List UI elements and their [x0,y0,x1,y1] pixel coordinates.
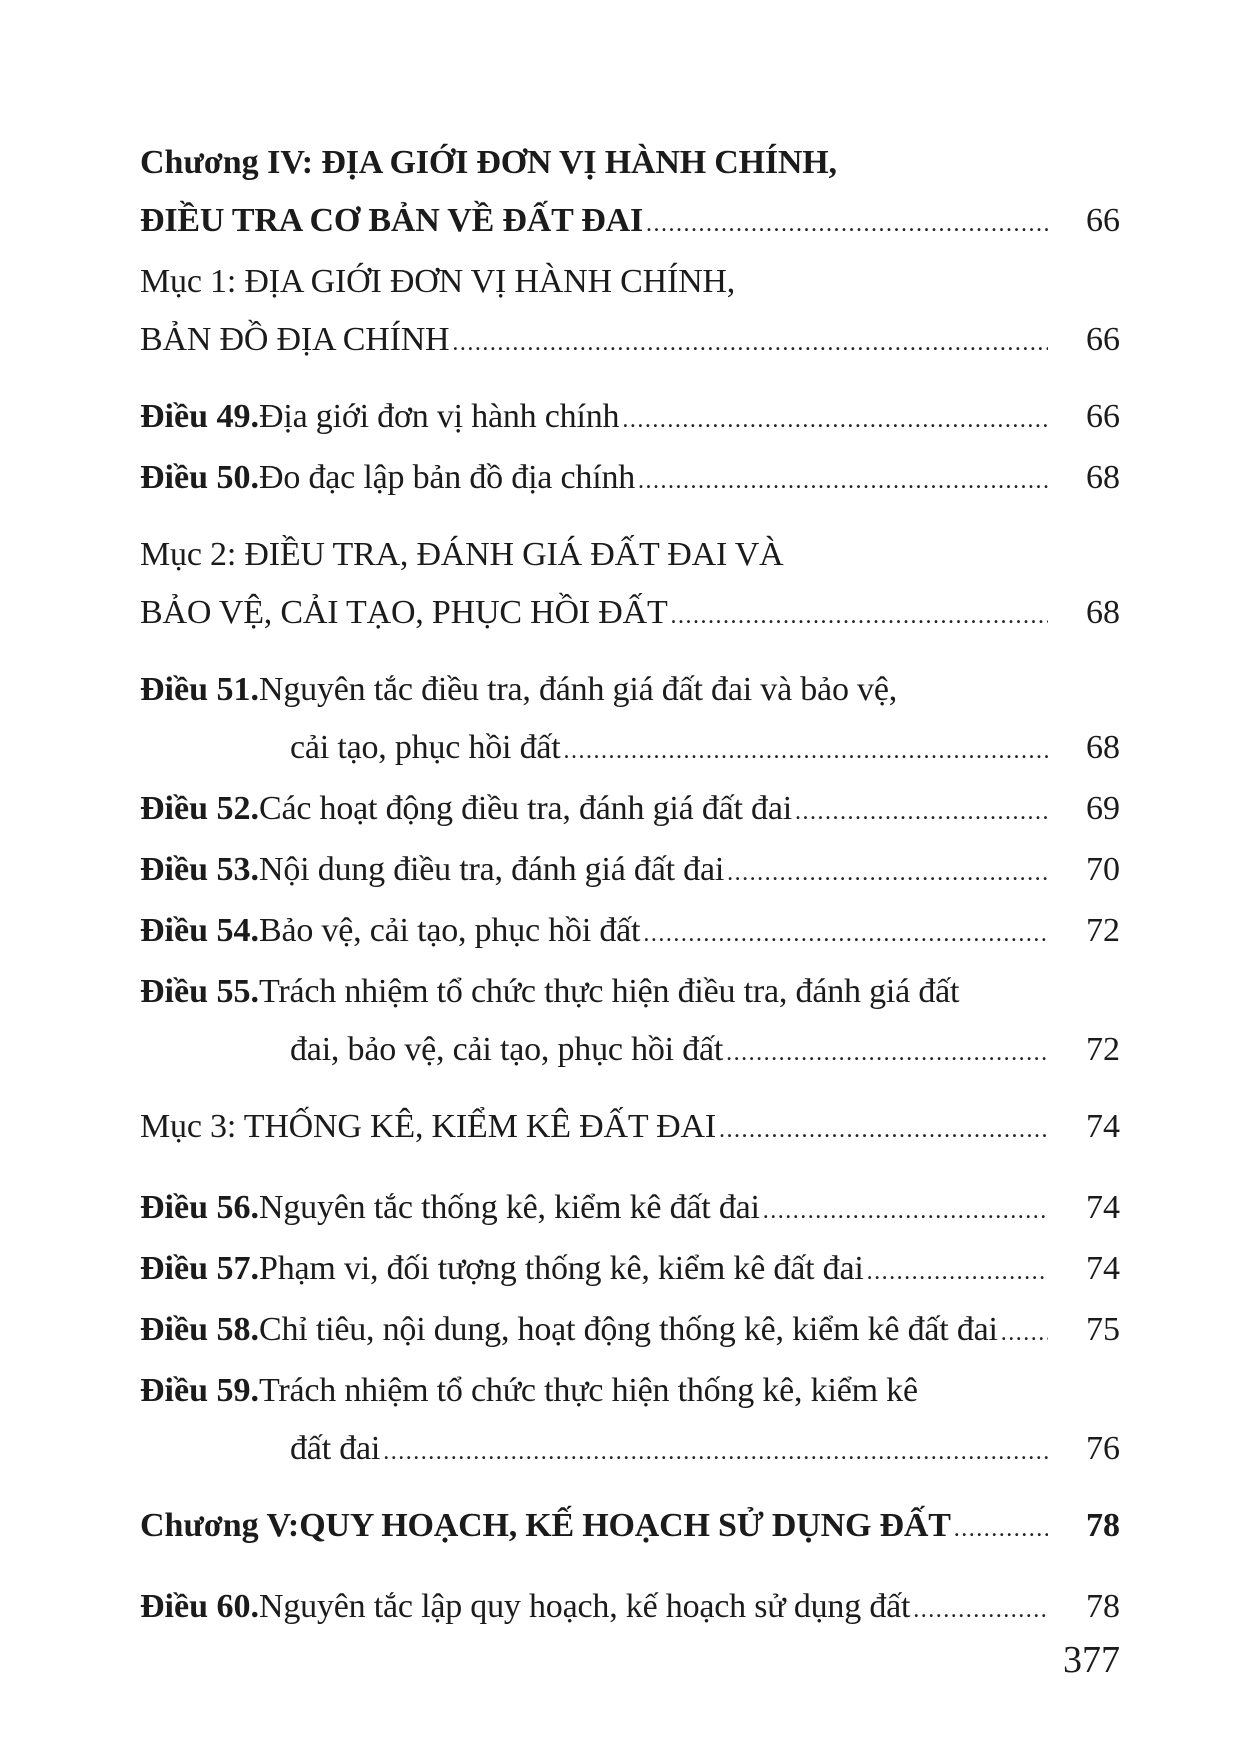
toc-entry [140,902,1120,963]
toc-entry-page: 72 [1086,1031,1120,1068]
dot-leader [913,1581,1048,1639]
toc-entry [140,388,1120,449]
toc-entry-text: Trách nhiệm tổ chức thực hiện thống kê, kiểm kê [259,1372,918,1409]
toc-entry [140,1362,1120,1420]
toc-entry-page: 75 [1086,1311,1120,1348]
toc-entry-page: 74 [1086,1189,1120,1226]
toc-entry-text: Các hoạt động điều tra, đánh giá đất đai [259,790,792,827]
toc-entry-page: 70 [1086,851,1120,888]
dot-leader [954,1500,1048,1558]
toc-entry-prefix: Chương V: [140,1507,300,1544]
toc-entry [140,1578,1120,1639]
toc-entry [140,719,1120,780]
toc-entry [140,780,1120,841]
toc-entry-page: 74 [1086,1250,1120,1287]
toc-entry-text: BẢO VỆ, CẢI TẠO, PHỤC HỒI ĐẤT [140,594,668,631]
toc-entry-text: Mục 1: ĐỊA GIỚI ĐƠN VỊ HÀNH CHÍNH, [140,263,736,300]
toc-entry-text: đất đai [290,1430,381,1467]
dot-leader [383,1423,1048,1481]
dot-leader [727,844,1048,902]
dot-leader [719,1101,1048,1159]
toc-entry-page: 66 [1086,398,1120,435]
toc-entry-page: 78 [1086,1588,1120,1625]
dot-leader [763,1182,1048,1240]
toc-entry-prefix: Điều 54. [140,912,259,949]
toc-entry-text: Đo đạc lập bản đồ địa chính [259,459,636,496]
toc-entry-text: Phạm vi, đối tượng thống kê, kiểm kê đất đai [259,1250,864,1287]
toc-entry-text: BẢN ĐỒ ĐỊA CHÍNH [140,321,450,358]
toc-entry-page: 74 [1086,1108,1120,1145]
toc-entry-prefix: Điều 56. [140,1189,259,1226]
toc-entry-prefix: Điều 58. [140,1311,259,1348]
toc-entry-text: đai, bảo vệ, cải tạo, phục hồi đất [290,1031,724,1068]
dot-leader [452,314,1048,372]
toc-entry [140,963,1120,1021]
toc-entry-page: 66 [1086,321,1120,358]
toc-entry-page: 68 [1086,459,1120,496]
dot-leader [646,195,1048,253]
toc-entry-prefix: Điều 59. [140,1372,259,1409]
dot-leader [726,1024,1048,1082]
toc-entry-page: 78 [1086,1507,1120,1544]
toc-entry [140,1240,1120,1301]
toc-entry-prefix: Điều 55. [140,973,259,1010]
toc-entry-page: 76 [1086,1430,1120,1467]
toc-entry-text: QUY HOẠCH, KẾ HOẠCH SỬ DỤNG ĐẤT [299,1507,951,1544]
toc-entry-prefix: Điều 52. [140,790,259,827]
dot-leader [795,783,1048,841]
dot-leader [622,391,1048,449]
dot-leader [671,587,1048,645]
toc-entry-prefix: Điều 57. [140,1250,259,1287]
toc-entry-page: 69 [1086,790,1120,827]
toc-entry [140,449,1120,510]
dot-leader [867,1243,1048,1301]
toc-entry-page: 68 [1086,729,1120,766]
toc-entry [140,841,1120,902]
toc-list [140,134,1120,1639]
toc-entry-prefix: Điều 53. [140,851,259,888]
toc-entry-prefix: Chương IV: [140,144,314,181]
toc-entry [140,1098,1120,1159]
dot-leader [1001,1304,1048,1362]
toc-entry [140,192,1120,253]
toc-entry-text: Nguyên tắc thống kê, kiểm kê đất đai [259,1189,760,1226]
toc-entry-page: 66 [1086,202,1120,239]
toc-entry [140,1301,1120,1362]
toc-entry-text: Trách nhiệm tổ chức thực hiện điều tra, đánh giá đất [259,973,960,1010]
toc-entry-page: 68 [1086,594,1120,631]
toc-entry-text: ĐỊA GIỚI ĐƠN VỊ HÀNH CHÍNH, [313,144,837,181]
toc-entry-text: Mục 2: ĐIỀU TRA, ĐÁNH GIÁ ĐẤT ĐAI VÀ [140,536,784,573]
dot-leader [638,452,1048,510]
toc-entry-prefix: Điều 60. [140,1588,259,1625]
toc-entry-text: Nguyên tắc lập quy hoạch, kế hoạch sử dụng đất [259,1588,911,1625]
toc-entry-text: ĐIỀU TRA CƠ BẢN VỀ ĐẤT ĐAI [140,202,644,239]
page-footer-number: 377 [1063,1639,1120,1681]
toc-entry-prefix: Điều 51. [140,671,259,708]
toc-entry [140,661,1120,719]
toc-entry [140,1021,1120,1082]
toc-entry-prefix: Điều 50. [140,459,259,496]
toc-entry [140,1497,1120,1558]
toc-entry-text: cải tạo, phục hồi đất [290,729,561,766]
toc-entry-prefix: Điều 49. [140,398,259,435]
toc-entry [140,1420,1120,1481]
dot-leader [564,722,1048,780]
toc-entry [140,584,1120,645]
toc-entry [140,253,1120,311]
toc-entry [140,134,1120,192]
toc-entry-text: Chỉ tiêu, nội dung, hoạt động thống kê, kiểm kê đất đai [259,1311,998,1348]
toc-entry-text: Địa giới đơn vị hành chính [259,398,620,435]
toc-entry-text: Nội dung điều tra, đánh giá đất đai [259,851,725,888]
toc-entry [140,526,1120,584]
toc-entry-page: 72 [1086,912,1120,949]
toc-entry [140,311,1120,372]
toc-entry-text: Mục 3: THỐNG KÊ, KIỂM KÊ ĐẤT ĐAI [140,1108,716,1145]
toc-entry [140,1179,1120,1240]
dot-leader [643,905,1048,963]
toc-entry-text: Bảo vệ, cải tạo, phục hồi đất [259,912,641,949]
toc-entry-text: Nguyên tắc điều tra, đánh giá đất đai và bảo vệ, [259,671,898,708]
